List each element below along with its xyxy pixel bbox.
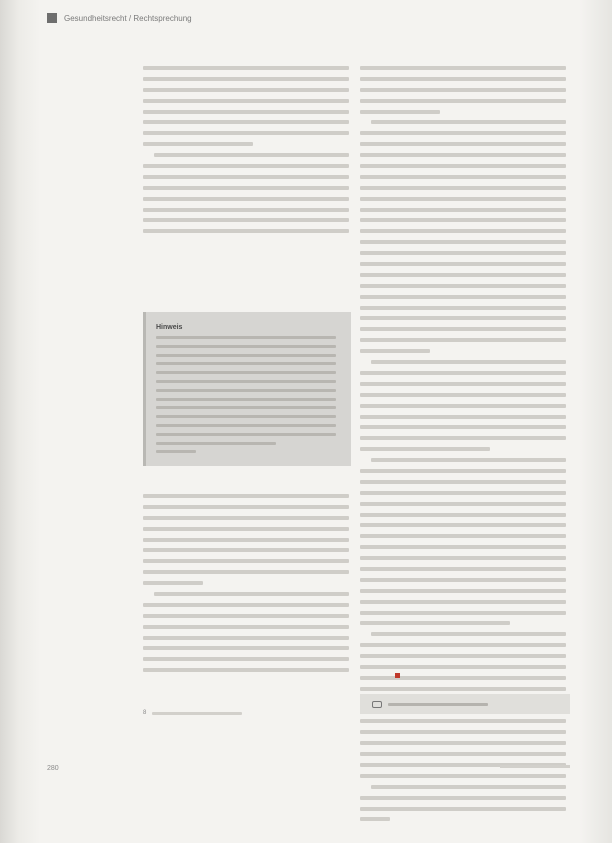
text-line bbox=[360, 447, 490, 451]
text-line bbox=[360, 66, 566, 70]
hint-line bbox=[156, 371, 336, 374]
text-line bbox=[360, 240, 566, 244]
text-line bbox=[360, 110, 440, 114]
text-line bbox=[360, 534, 566, 538]
text-line bbox=[360, 99, 566, 103]
text-line bbox=[143, 88, 349, 92]
link-text bbox=[388, 703, 488, 706]
left-column-bottom bbox=[143, 494, 349, 679]
text-line bbox=[360, 567, 566, 571]
text-line bbox=[360, 491, 566, 495]
text-line bbox=[360, 273, 566, 277]
text-line bbox=[360, 817, 390, 821]
hint-line bbox=[156, 424, 336, 427]
text-line bbox=[360, 502, 566, 506]
text-line bbox=[143, 164, 349, 168]
hint-line bbox=[156, 389, 336, 392]
hint-title: Hinweis bbox=[156, 324, 183, 331]
text-line bbox=[360, 654, 566, 658]
text-line bbox=[360, 186, 566, 190]
text-line bbox=[360, 600, 566, 604]
text-line bbox=[360, 262, 566, 266]
text-line bbox=[360, 643, 566, 647]
hint-line bbox=[156, 442, 276, 445]
text-line bbox=[360, 218, 566, 222]
hint-line bbox=[156, 406, 336, 409]
text-line bbox=[143, 516, 349, 520]
text-line bbox=[143, 120, 349, 124]
related-link-box[interactable] bbox=[360, 694, 570, 714]
text-line bbox=[360, 523, 566, 527]
text-line bbox=[143, 110, 349, 114]
text-line bbox=[360, 545, 566, 549]
footer-imprint bbox=[500, 765, 570, 768]
text-line bbox=[360, 469, 566, 473]
text-line bbox=[360, 393, 566, 397]
text-line bbox=[360, 589, 566, 593]
text-line bbox=[143, 175, 349, 179]
text-line bbox=[360, 665, 566, 669]
text-line bbox=[360, 251, 566, 255]
screen-icon bbox=[372, 701, 382, 708]
footnote bbox=[143, 710, 242, 716]
text-line bbox=[360, 513, 566, 517]
text-line bbox=[143, 197, 349, 201]
text-line bbox=[143, 570, 349, 574]
text-line bbox=[360, 578, 566, 582]
hint-line bbox=[156, 380, 336, 383]
text-line bbox=[143, 99, 349, 103]
footnote-marker: 8 bbox=[143, 710, 147, 716]
text-line bbox=[154, 592, 349, 596]
hint-line bbox=[156, 415, 336, 418]
text-line bbox=[360, 415, 566, 419]
text-line bbox=[360, 197, 566, 201]
text-line bbox=[143, 603, 349, 607]
text-line bbox=[143, 614, 349, 618]
text-line bbox=[143, 527, 349, 531]
left-column-top bbox=[143, 66, 349, 240]
section-marker-icon bbox=[47, 13, 57, 23]
hint-line bbox=[156, 336, 336, 339]
text-line bbox=[360, 229, 566, 233]
text-line bbox=[143, 657, 349, 661]
text-line bbox=[360, 556, 566, 560]
text-line bbox=[360, 611, 566, 615]
text-line bbox=[360, 676, 566, 680]
text-line bbox=[360, 131, 566, 135]
text-line bbox=[360, 382, 566, 386]
text-line bbox=[143, 505, 349, 509]
text-line bbox=[360, 88, 566, 92]
text-line bbox=[360, 807, 566, 811]
text-line bbox=[143, 646, 349, 650]
text-line bbox=[360, 316, 566, 320]
text-line bbox=[360, 752, 566, 756]
hint-line bbox=[156, 450, 196, 453]
text-line bbox=[360, 425, 566, 429]
hint-line bbox=[156, 345, 336, 348]
text-line bbox=[143, 548, 349, 552]
text-line bbox=[143, 625, 349, 629]
running-title: Gesundheitsrecht / Rechtsprechung bbox=[64, 13, 192, 23]
article-end-marker bbox=[395, 673, 400, 678]
text-line bbox=[143, 668, 349, 672]
text-line bbox=[154, 153, 349, 157]
text-line bbox=[371, 360, 566, 364]
text-line bbox=[143, 66, 349, 70]
text-line bbox=[360, 730, 566, 734]
text-line bbox=[143, 636, 349, 640]
text-line bbox=[143, 218, 349, 222]
text-line bbox=[360, 175, 566, 179]
hint-line bbox=[156, 398, 336, 401]
text-line bbox=[143, 208, 349, 212]
text-line bbox=[360, 480, 566, 484]
text-line bbox=[360, 687, 566, 691]
text-line bbox=[360, 327, 566, 331]
text-line bbox=[360, 349, 430, 353]
hint-line bbox=[156, 354, 336, 357]
text-line bbox=[360, 142, 566, 146]
text-line bbox=[360, 719, 566, 723]
text-line bbox=[360, 208, 566, 212]
text-line bbox=[143, 229, 349, 233]
hint-box bbox=[143, 312, 351, 466]
text-line bbox=[371, 458, 566, 462]
text-line bbox=[371, 785, 566, 789]
text-line bbox=[360, 371, 566, 375]
text-line bbox=[143, 131, 349, 135]
text-line bbox=[360, 284, 566, 288]
text-line bbox=[371, 120, 566, 124]
text-line bbox=[360, 741, 566, 745]
text-line bbox=[360, 164, 566, 168]
text-line bbox=[360, 306, 566, 310]
text-line bbox=[360, 796, 566, 800]
text-line bbox=[143, 186, 349, 190]
text-line bbox=[360, 338, 566, 342]
text-line bbox=[360, 153, 566, 157]
text-line bbox=[360, 436, 566, 440]
page-number: 280 bbox=[47, 765, 59, 772]
text-line bbox=[360, 404, 566, 408]
text-line bbox=[143, 581, 203, 585]
hint-line bbox=[156, 433, 336, 436]
text-line bbox=[143, 494, 349, 498]
text-line bbox=[371, 632, 566, 636]
text-line bbox=[360, 295, 566, 299]
hint-line bbox=[156, 362, 336, 365]
text-line bbox=[143, 77, 349, 81]
text-line bbox=[143, 538, 349, 542]
text-line bbox=[360, 621, 510, 625]
text-line bbox=[143, 142, 253, 146]
text-line bbox=[143, 559, 349, 563]
text-line bbox=[360, 774, 566, 778]
footnote-text bbox=[152, 712, 242, 715]
text-line bbox=[360, 77, 566, 81]
running-header bbox=[47, 13, 192, 23]
